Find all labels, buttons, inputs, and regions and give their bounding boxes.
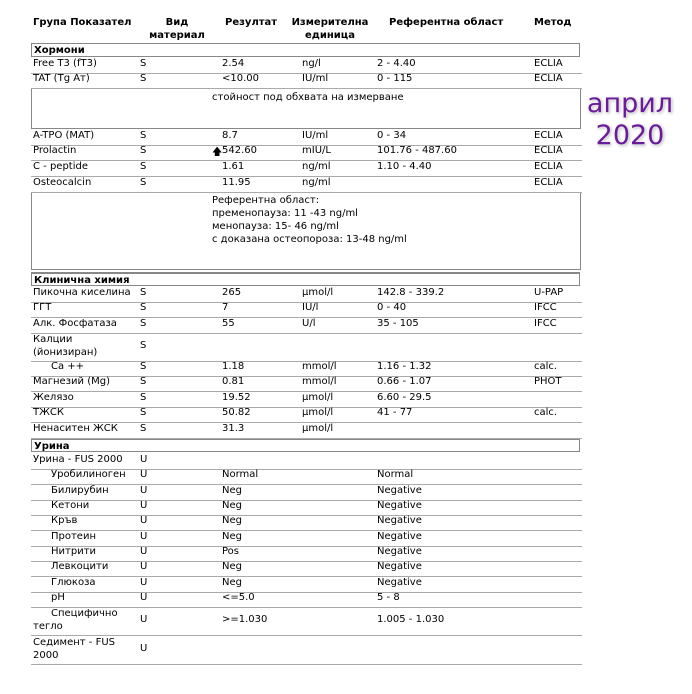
- date-stamp: [585, 88, 675, 152]
- cell-name: Калции (йонизиран): [33, 334, 98, 358]
- cell-ref: 35 - 105: [377, 318, 419, 329]
- cell-unit: µmol/l: [302, 423, 334, 434]
- cell-spec: S: [140, 145, 147, 156]
- cell-result: Neg: [222, 485, 242, 496]
- table-row: [31, 333, 582, 362]
- note-tat: [31, 88, 581, 129]
- cell-spec: S: [140, 392, 147, 403]
- note-line: менопауза: 15- 46 ng/ml: [212, 221, 339, 232]
- cell-name: Алк. Фосфатаза: [33, 318, 117, 329]
- cell-method: ECLIA: [534, 58, 563, 69]
- cell-spec: U: [140, 531, 148, 542]
- cell-unit: mmol/l: [302, 361, 337, 372]
- table-row: [31, 161, 582, 177]
- table-row: [31, 302, 582, 318]
- table-row: [31, 177, 582, 193]
- cell-result: 🡅 542.60: [222, 145, 257, 156]
- cell-spec: U: [140, 614, 148, 625]
- note-line: стойност под обхвата на измерване: [212, 92, 404, 103]
- cell-ref: 101.76 - 487.60: [377, 145, 457, 156]
- cell-spec: S: [140, 340, 147, 351]
- cell-spec: S: [140, 407, 147, 418]
- cell-spec: U: [140, 577, 148, 588]
- header-reference: Референтна област: [389, 17, 504, 28]
- cell-name: A-TPO (MAT): [33, 130, 95, 141]
- table-row: [31, 500, 582, 516]
- table-row: [31, 546, 582, 562]
- cell-ref: Normal: [377, 469, 414, 480]
- cell-spec: S: [140, 58, 147, 69]
- table-row: [31, 130, 582, 146]
- cell-unit: µmol/l: [302, 287, 334, 298]
- high-flag-arrow-icon: 🡅: [212, 147, 223, 158]
- cell-spec: S: [140, 161, 147, 172]
- cell-name: Пикочна киселина: [33, 287, 131, 298]
- cell-name: ГГТ: [33, 302, 52, 313]
- cell-ref: Negative: [377, 531, 422, 542]
- cell-name: TAT (Tg Ат): [33, 73, 90, 84]
- cell-name: Специфично тегло: [33, 608, 118, 632]
- cell-name: Левкоцити: [51, 561, 109, 572]
- cell-name: Глюкоза: [51, 577, 96, 588]
- cell-ref: Negative: [377, 546, 422, 557]
- cell-unit: ng/ml: [302, 161, 331, 172]
- cell-result: 1.61: [222, 161, 245, 172]
- cell-unit: mIU/L: [302, 145, 331, 156]
- cell-name: Желязо: [33, 392, 74, 403]
- cell-name: Free T3 (fT3): [33, 58, 97, 69]
- cell-result: 8.7: [222, 130, 238, 141]
- note-line: с доказана остеопороза: 13-48 ng/ml: [212, 234, 407, 245]
- table-row: [31, 287, 582, 303]
- table-row: [31, 592, 582, 608]
- header-group: Група Показател: [33, 17, 132, 28]
- cell-unit: ng/l: [302, 58, 321, 69]
- header-unit: Измерителна единица: [291, 17, 369, 41]
- cell-result: 55: [222, 318, 235, 329]
- cell-spec: U: [140, 515, 148, 526]
- cell-result: 31.3: [222, 423, 245, 434]
- cell-result: Neg: [222, 577, 242, 588]
- cell-result: Pos: [222, 546, 240, 557]
- cell-ref: 1.10 - 4.40: [377, 161, 432, 172]
- cell-spec: U: [140, 546, 148, 557]
- cell-result: 50.82: [222, 407, 251, 418]
- cell-ref: Negative: [377, 515, 422, 526]
- cell-result: >=1.030: [222, 614, 268, 625]
- table-row: [31, 607, 582, 636]
- table-row: [31, 73, 582, 89]
- cell-unit: µmol/l: [302, 392, 334, 403]
- section-hormones: Хормони: [31, 43, 580, 57]
- table-row: [31, 531, 582, 547]
- header-method: Метод: [534, 17, 572, 28]
- cell-ref: Negative: [377, 485, 422, 496]
- cell-result: Normal: [222, 469, 259, 480]
- cell-name: Протеин: [51, 531, 96, 542]
- cell-ref: 0 - 34: [377, 130, 407, 141]
- cell-name: Билирубин: [51, 485, 109, 496]
- cell-unit: ng/ml: [302, 177, 331, 188]
- cell-ref: 41 - 77: [377, 407, 413, 418]
- cell-name: Седимент - FUS 2000: [33, 637, 115, 661]
- section-urine: Урина: [31, 438, 580, 452]
- cell-name: Ненаситен ЖСК: [33, 423, 118, 434]
- cell-unit: µmol/l: [302, 407, 334, 418]
- cell-ref: 0 - 40: [377, 302, 407, 313]
- cell-result: <=5.0: [222, 592, 255, 603]
- cell-unit: IU/l: [302, 302, 319, 313]
- table-row: [31, 454, 582, 470]
- cell-spec: U: [140, 454, 148, 465]
- cell-result: Neg: [222, 515, 242, 526]
- cell-spec: S: [140, 130, 147, 141]
- table-row: [31, 636, 582, 665]
- cell-method: IFCC: [534, 318, 557, 329]
- cell-name: Урина - FUS 2000: [33, 454, 123, 465]
- header-result: Резултат: [225, 17, 278, 28]
- cell-result: 0.81: [222, 376, 245, 387]
- cell-spec: U: [140, 561, 148, 572]
- cell-name: C - peptide: [33, 161, 88, 172]
- note-line: Референтна област:: [212, 195, 320, 206]
- table-row: [31, 361, 582, 377]
- cell-method: calc.: [534, 407, 558, 418]
- cell-name: Кръв: [51, 515, 78, 526]
- table-row: [31, 577, 582, 593]
- cell-spec: S: [140, 423, 147, 434]
- cell-method: ECLIA: [534, 161, 563, 172]
- cell-result: Neg: [222, 500, 242, 511]
- cell-ref: 142.8 - 339.2: [377, 287, 445, 298]
- cell-ref: 1.16 - 1.32: [377, 361, 432, 372]
- table-row: [31, 407, 582, 423]
- cell-method: PHOT: [534, 376, 562, 387]
- cell-name: Магнезий (Mg): [33, 376, 110, 387]
- cell-result: Neg: [222, 531, 242, 542]
- cell-name: pH: [51, 592, 65, 603]
- note-line: пременопауза: 11 -43 ng/ml: [212, 208, 358, 219]
- cell-spec: S: [140, 376, 147, 387]
- cell-method: U-PAP: [534, 287, 564, 298]
- cell-ref: 5 - 8: [377, 592, 400, 603]
- cell-spec: S: [140, 73, 147, 84]
- stamp-month: април: [586, 88, 674, 119]
- cell-method: IFCC: [534, 302, 557, 313]
- cell-spec: S: [140, 302, 147, 313]
- cell-method: calc.: [534, 361, 558, 372]
- table-row: [31, 318, 582, 334]
- cell-ref: Negative: [377, 577, 422, 588]
- table-row: [31, 392, 582, 408]
- header-specimen: Вид материал: [149, 17, 205, 41]
- table-row: [31, 423, 582, 439]
- cell-result: Neg: [222, 561, 242, 572]
- cell-name: ТЖСК: [33, 407, 64, 418]
- cell-ref: 0.66 - 1.07: [377, 376, 432, 387]
- cell-result: 19.52: [222, 392, 251, 403]
- cell-name: Уробилиноген: [51, 469, 126, 480]
- cell-ref: Negative: [377, 500, 422, 511]
- cell-spec: S: [140, 318, 147, 329]
- cell-unit: U/l: [302, 318, 316, 329]
- note-osteocalcin: [31, 192, 581, 270]
- cell-spec: U: [140, 469, 148, 480]
- cell-ref: 1.005 - 1.030: [377, 614, 445, 625]
- cell-ref: 0 - 115: [377, 73, 413, 84]
- table-row: [31, 561, 582, 577]
- cell-spec: S: [140, 361, 147, 372]
- cell-name: Ca ++: [51, 361, 85, 372]
- cell-result: 265: [222, 287, 242, 298]
- cell-spec: S: [140, 287, 147, 298]
- cell-name: Osteocalcin: [33, 177, 92, 188]
- table-row: [31, 515, 582, 531]
- stamp-year: 2020: [595, 120, 665, 151]
- cell-ref: 6.60 - 29.5: [377, 392, 432, 403]
- cell-result: 7: [222, 302, 229, 313]
- cell-spec: U: [140, 643, 148, 654]
- cell-method: ECLIA: [534, 177, 563, 188]
- cell-result: <10.00: [222, 73, 260, 84]
- cell-result: 1.18: [222, 361, 245, 372]
- cell-method: ECLIA: [534, 145, 563, 156]
- cell-ref: 2 - 4.40: [377, 58, 416, 69]
- cell-name: Кетони: [51, 500, 90, 511]
- cell-spec: U: [140, 592, 148, 603]
- cell-result: 2.54: [222, 58, 245, 69]
- table-row: [31, 376, 582, 392]
- cell-unit: mmol/l: [302, 376, 337, 387]
- table-row: [31, 469, 582, 485]
- cell-method: ECLIA: [534, 130, 563, 141]
- cell-name: Нитрити: [51, 546, 97, 557]
- table-row: [31, 58, 582, 74]
- cell-ref: Negative: [377, 561, 422, 572]
- cell-spec: U: [140, 500, 148, 511]
- table-row: [31, 485, 582, 501]
- cell-spec: U: [140, 485, 148, 496]
- cell-spec: S: [140, 177, 147, 188]
- cell-name: Prolactin: [33, 145, 77, 156]
- table-row: [31, 145, 582, 161]
- section-chemistry: Клинична химия: [31, 272, 580, 286]
- cell-unit: IU/ml: [302, 130, 329, 141]
- cell-result: 11.95: [222, 177, 251, 188]
- cell-unit: IU/ml: [302, 73, 329, 84]
- cell-method: ECLIA: [534, 73, 563, 84]
